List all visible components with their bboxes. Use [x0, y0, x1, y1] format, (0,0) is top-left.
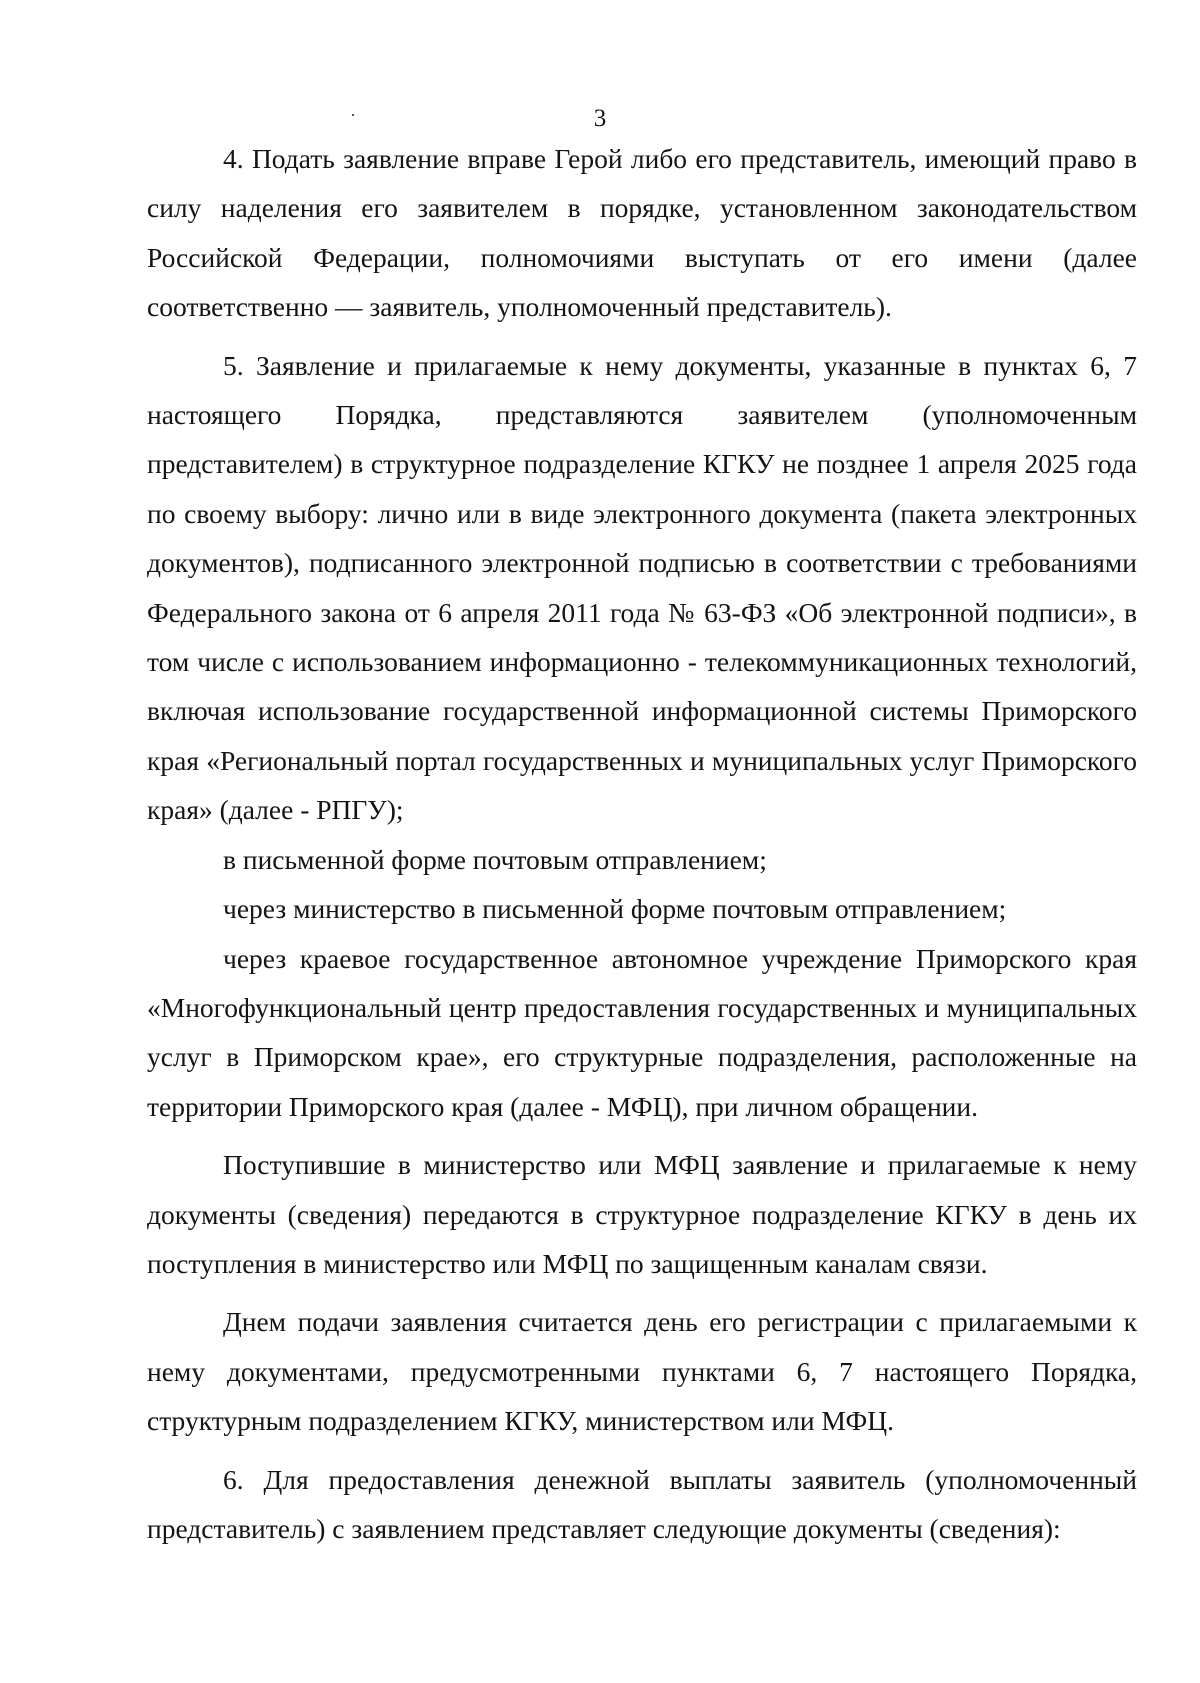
paragraph-postal-submission: в письменной форме почтовым отправлением; — [223, 843, 767, 875]
paragraph-submission-date: Днем подачи заявления считается день его регистрации с прилагаемыми к нему документами, предусмотренными пунктами 6, 7 настоящего Порядка, структурным подразделением КГКУ, министерством или МФЦ. — [147, 1306, 1137, 1437]
paragraph-transfer-to-kgku: Поступившие в министерство или МФЦ заявление и прилагаемые к нему документы (сведения) передаются в структурное подразделение КГКУ в день их поступления в министерство или МФЦ по защищенным каналам связи. — [147, 1149, 1137, 1279]
page-number: 3 — [593, 105, 607, 132]
paragraph-ministry-submission: через министерство в письменной форме почтовым отправлением; — [223, 893, 1007, 925]
paragraph-item-4: 4. Подать заявление вправе Герой либо его представитель, имеющий право в силу наделения его заявителем в порядке, установленном законодательством Российской Федерации, полномочиями выступать от его имени (далее соответственно — заявитель, уполномоченный представитель). — [147, 143, 1137, 323]
paragraph-item-6: 6. Для предоставления денежной выплаты заявитель (уполномоченный представитель) с заявлением представляет следующие документы (сведения): — [147, 1463, 1137, 1544]
document-body — [147, 134, 1137, 1553]
paragraph-mfc-submission: через краевое государственное автономное учреждение Приморского края «Многофункциональный центр предоставления государственных и муниципальных услуг в Приморском крае», его структурные подразделения, расположенные на территории Приморского края (далее - МФЦ), при личном обращении. — [147, 942, 1137, 1122]
paragraph-item-5: 5. Заявление и прилагаемые к нему документы, указанные в пунктах 6, 7 настоящего Порядка, представляются заявителем (уполномоченным представителем) в структурное подразделение КГКУ не позднее 1 апреля 2025 года по своему выбору: лично или в виде электронного документа (пакета электронных документов), подписанного электронной подписью в соответствии с требованиями Федерального закона от 6 апреля 2011 года № 63-ФЗ «Об электронной подписи», в том числе с использованием информационно - телекоммуникационных технологий, включая использование государственной информационной системы Приморского края «Региональный портал государственных и муниципальных услуг Приморского края» (далее - РПГУ); — [147, 349, 1137, 826]
